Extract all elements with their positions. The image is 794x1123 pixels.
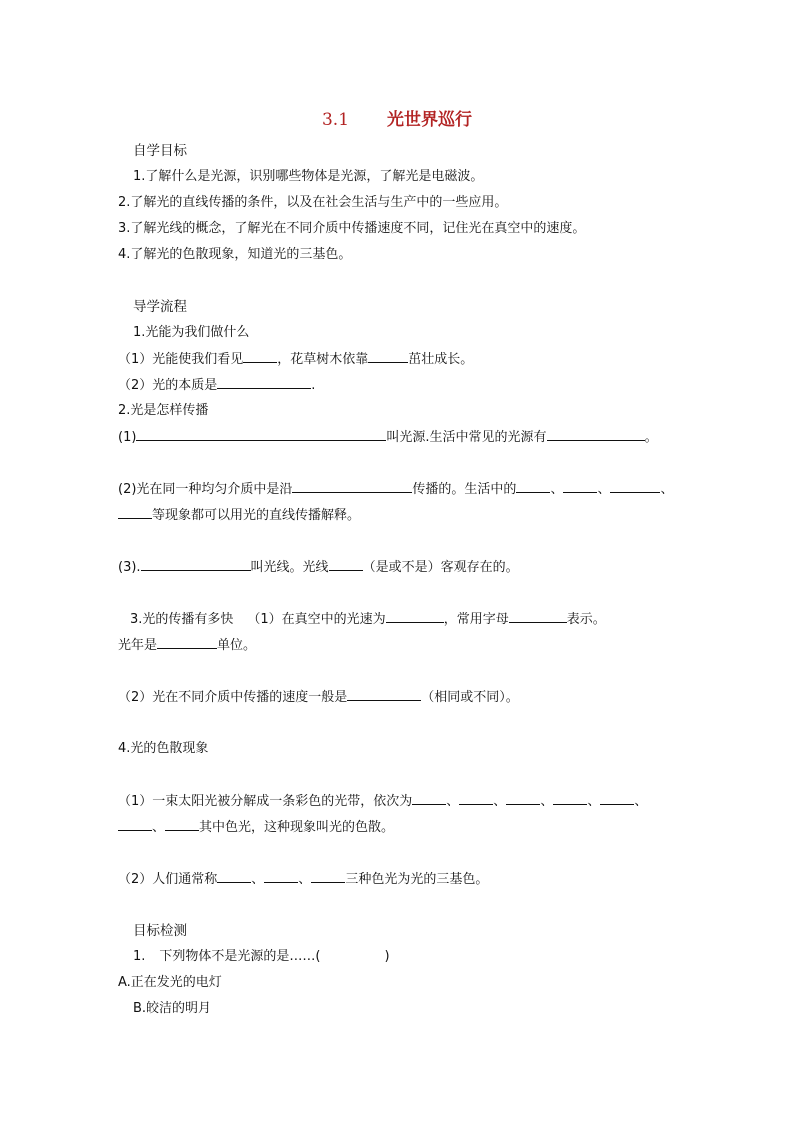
blank[interactable] [563,480,597,493]
check-heading: 目标检测 [133,923,187,939]
s1-q2-text-a: （2）光的本质是 [118,378,218,393]
s2-q1-text-a: (1) [118,430,137,445]
s2-q2-text-a: (2)光在同一种均匀介质中是沿 [118,482,293,497]
blank[interactable] [118,506,152,519]
s1-question-1 [118,350,473,369]
goal-item-3: 3.了解光线的概念，了解光在不同介质中传播速度不同，记住光在真空中的速度。 [118,221,586,236]
s3-question-1 [130,610,606,629]
s2-q2-text-b: 传播的。生活中的 [412,482,517,497]
s3-q2-text-b: （相同或不同）。 [421,690,519,705]
page-title [0,105,794,130]
section-number: 3.1 [321,110,350,130]
separator: 、 [550,482,564,497]
blank[interactable] [547,428,645,441]
separator: 、 [152,820,166,835]
goal-item-2: 2.了解光的直线传播的条件，以及在社会生活与生产中的一些应用。 [118,195,508,210]
s1-q1-text-b: ，花草树木依靠 [277,352,369,367]
blank[interactable] [329,558,363,571]
s2-q1-text-c: 。 [644,430,658,445]
s3-q1-text-c: 表示。 [566,612,606,627]
separator: 、 [587,794,601,809]
s2-question-1 [118,428,658,447]
blank[interactable] [243,350,277,363]
separator: 、 [493,794,507,809]
separator: 、 [540,794,554,809]
blank[interactable] [386,610,444,623]
flow-heading: 导学流程 [133,299,187,315]
blank[interactable] [506,792,540,805]
s4-question-1 [118,792,647,811]
separator: 、 [597,482,611,497]
s3-title: 3.光的传播有多快 [130,612,234,627]
s3-light-year [118,636,256,655]
goals-heading: 自学目标 [133,143,187,159]
s4-q2-text-b: 三种色光为光的三基色。 [345,872,489,887]
question-close: ) [384,949,390,964]
s4-q2-text-a: （2）人们通常称 [118,872,218,887]
goal-item-4: 4.了解光的色散现象，知道光的三基色。 [118,247,352,262]
separator: 、 [298,872,312,887]
blank[interactable] [459,792,493,805]
s1-q1-text-c: 茁壮成长。 [408,352,474,367]
s4-title: 4.光的色散现象 [118,741,209,756]
s2-q3-text-b: 叫光线。光线 [250,560,329,575]
blank[interactable] [368,350,408,363]
s3-q2-text-a: （2）光在不同介质中传播的速度一般是 [118,690,348,705]
option-a: A.正在发光的电灯 [118,975,222,990]
s1-title: 1.光能为我们做什么 [133,325,250,340]
separator: 、 [634,794,648,809]
s4-q1-text-b: 其中色光，这种现象叫光的色散。 [199,820,395,835]
blank[interactable] [311,870,345,883]
blank[interactable] [412,792,446,805]
separator: 、 [251,872,265,887]
s2-q3-text-c: （是或不是）客观存在的。 [362,560,519,575]
goal-item-1: 1.了解什么是光源，识别哪些物体是光源，了解光是电磁波。 [133,169,484,184]
blank[interactable] [347,688,421,701]
blank[interactable] [136,428,386,441]
option-b: B.皎洁的明月 [133,1001,212,1016]
blank[interactable] [217,870,251,883]
section-title: 光世界巡行 [387,110,473,130]
blank[interactable] [292,480,412,493]
s4-question-1-cont [118,818,394,837]
s1-q1-text-a: （1）光能使我们看见 [118,352,244,367]
blank[interactable] [553,792,587,805]
s3-q1-text-b: ，常用字母 [443,612,509,627]
s3-question-2 [118,688,519,707]
blank[interactable] [264,870,298,883]
question-text: 下列物体不是光源的是……( [159,949,321,964]
blank[interactable] [217,376,311,389]
blank[interactable] [509,610,567,623]
check-question-1 [133,948,390,966]
s4-question-2 [118,870,488,889]
blank[interactable] [157,636,217,649]
s1-question-2 [118,376,315,395]
s2-q3-text-a: (3). [118,560,141,575]
separator: 、 [660,482,674,497]
s1-q2-text-b: . [311,378,316,393]
s2-question-2 [118,480,673,499]
s2-q2-text-c: 等现象都可以用光的直线传播解释。 [152,508,361,523]
blank[interactable] [118,818,152,831]
question-number: 1. [133,949,146,964]
separator: 、 [446,794,460,809]
blank[interactable] [600,792,634,805]
s4-q1-text-a: （1）一束太阳光被分解成一条彩色的光带，依次为 [118,794,413,809]
s3-q1-text-a: （1）在真空中的光速为 [247,612,386,627]
s2-question-3 [118,558,519,577]
blank[interactable] [516,480,550,493]
s2-q1-text-b: 叫光源.生活中常见的光源有 [386,430,547,445]
blank[interactable] [165,818,199,831]
blank[interactable] [610,480,660,493]
blank[interactable] [141,558,251,571]
s3-ly-text-a: 光年是 [118,638,158,653]
s3-ly-text-b: 单位。 [217,638,257,653]
s2-title: 2.光是怎样传播 [118,403,209,418]
s2-question-2-cont [118,506,360,525]
